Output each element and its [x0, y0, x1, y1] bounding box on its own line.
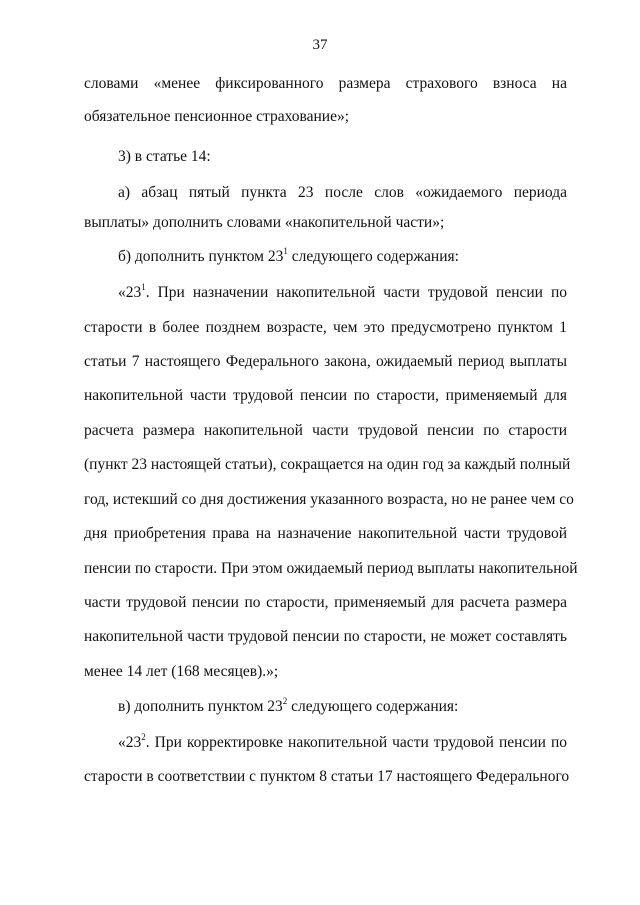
text-segment: «23	[118, 284, 142, 301]
superscript: 2	[282, 695, 288, 706]
document-text-line	[118, 247, 567, 267]
document-text-line: дня приобретения права на назначение накопительной части трудовой	[84, 525, 567, 542]
text-segment: . При назначении накопительной части трудовой пенсии по	[145, 284, 567, 301]
document-text-line: статьи 7 настоящего Федерального закона, ожидаемый период выплаты	[84, 353, 567, 370]
text-segment: следующего содержания:	[287, 698, 459, 715]
text-segment: б) дополнить пунктом 23	[118, 248, 284, 265]
superscript: 1	[141, 281, 146, 292]
document-text-line: выплаты» дополнить словами «накопительной части»;	[84, 214, 445, 231]
text-segment: «23	[118, 734, 142, 751]
document-text-line	[118, 283, 567, 303]
text-segment: в) дополнить пунктом 23	[118, 698, 283, 715]
document-text-line: старости в соответствии с пунктом 8 статьи 17 настоящего Федерального	[84, 768, 570, 785]
document-text-line: год, истекший со дня достижения указанного возраста, но не ранее чем со	[84, 491, 574, 508]
page-number: 37	[312, 37, 328, 53]
document-text-line: части трудовой пенсии по старости, применяемый для расчета размера	[84, 594, 567, 611]
superscript: 2	[141, 731, 146, 742]
document-text-line: а) абзац пятый пункта 23 после слов «ожидаемого периода	[118, 184, 567, 201]
text-segment: следующего содержания:	[287, 248, 459, 265]
document-text-line	[118, 697, 567, 717]
text-segment: . При корректировке накопительной части трудовой пенсии по	[145, 734, 567, 751]
document-text-line: пенсии по старости. При этом ожидаемый период выплаты накопительной	[84, 560, 578, 577]
document-text-line: (пункт 23 настоящей статьи), сокращается на один год за каждый полный	[84, 456, 571, 473]
document-text-line	[118, 733, 567, 753]
document-text-line: обязательное пенсионное страхование»;	[84, 108, 350, 125]
document-text-line: накопительной части трудовой пенсии по старости, не может составлять	[84, 628, 567, 645]
superscript: 1	[283, 245, 288, 256]
document-text-line: 3) в статье 14:	[118, 148, 211, 165]
document-text-line: старости в более позднем возрасте, чем это предусмотрено пунктом 1	[84, 319, 567, 336]
document-text-line: накопительной части трудовой пенсии по старости, применяемый для	[84, 387, 567, 404]
document-text-line: словами «менее фиксированного размера страхового взноса на	[84, 75, 567, 92]
document-text-line: менее 14 лет (168 месяцев).»;	[84, 663, 279, 680]
document-text-line: расчета размера накопительной части трудовой пенсии по старости	[84, 422, 567, 439]
